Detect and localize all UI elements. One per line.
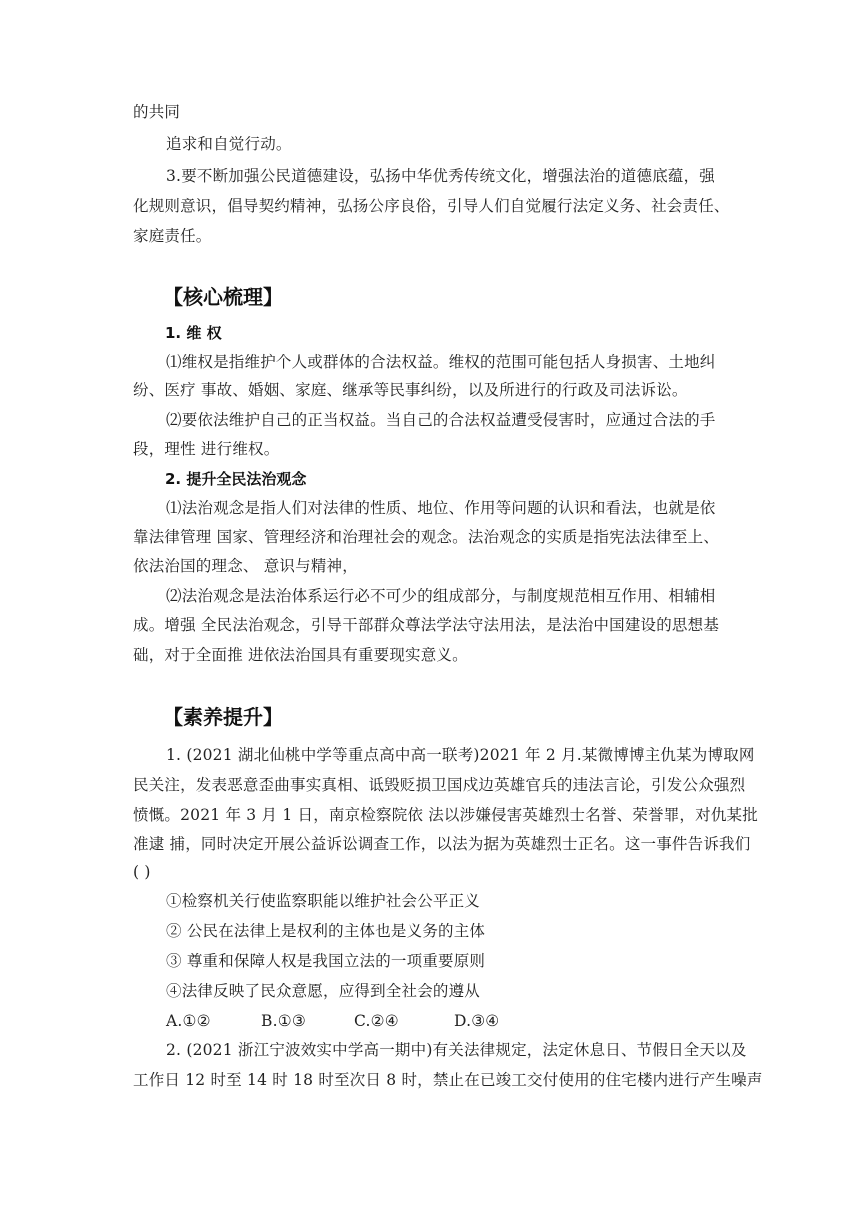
core-s1-p2-a: ⑵要依法维护自己的正当权益。当自己的合法权益遭受侵害时，应通过合法的手 xyxy=(166,411,716,429)
q2-line-b: 工作日 12 时至 14 时 18 时至次日 8 时，禁止在已竣工交付使用的住宅楼内进行产生噪声 xyxy=(133,1071,763,1089)
q1-statement-2: ② 公民在法律上是权利的主体也是义务的主体 xyxy=(166,922,486,940)
core-s2-p2-a: ⑵法治观念是法治体系运行必不可少的组成部分，与制度规范相互作用、相辅相 xyxy=(166,587,716,605)
core-subtitle-2: 2. 提升全民法治观念 xyxy=(165,470,307,488)
q2-line-a: 2. (2021 浙江宁波效实中学高一期中)有关法律规定，法定休息日、节假日全天以及 xyxy=(166,1041,747,1059)
q1-option-b: B.①③ xyxy=(261,1012,306,1030)
q1-statement-3: ③ 尊重和保障人权是我国立法的一项重要原则 xyxy=(166,952,486,970)
q1-line-d: 准逮 捕，同时决定开展公益诉讼调查工作，以法为据为英雄烈士正名。这一事件告诉我们 xyxy=(133,835,751,853)
core-s1-p2-b: 段，理性 进行维权。 xyxy=(133,440,280,458)
core-subtitle-1: 1. 维 权 xyxy=(165,324,222,342)
intro-line-5: 家庭责任。 xyxy=(133,227,212,245)
core-s2-p2-c: 础，对于全面推 进依法治国具有重要现实意义。 xyxy=(133,646,468,664)
q1-option-d: D.③④ xyxy=(454,1012,500,1030)
intro-line-4: 化规则意识，倡导契约精神，弘扬公序良俗，引导人们自觉履行法定义务、社会责任、 xyxy=(133,197,730,215)
intro-line-3: 3.要不断加强公民道德建设，弘扬中华优秀传统文化，增强法治的道德底蕴，强 xyxy=(166,167,715,185)
core-s2-p1-a: ⑴法治观念是指人们对法律的性质、地位、作用等问题的认识和看法，也就是依 xyxy=(166,499,716,517)
q1-answer-blank: ( ) xyxy=(133,863,151,881)
core-s2-p1-b: 靠法律管理 国家、管理经济和治理社会的观念。法治观念的实质是指宪法法律至上、 xyxy=(133,528,720,546)
q1-options xyxy=(166,1010,499,1032)
core-s1-p1-b: 纷、医疗 事故、婚姻、家庭、继承等民事纠纷，以及所进行的行政及司法诉讼。 xyxy=(133,381,688,399)
core-s2-p2-b: 成。增强 全民法治观念，引导干部群众尊法学法守法用法，是法治中国建设的思想基 xyxy=(133,616,720,634)
q1-line-a: 1. (2021 湖北仙桃中学等重点高中高一联考)2021 年 2 月.某微博博主仇某为博取网 xyxy=(166,746,755,764)
core-s1-p1-a: ⑴维权是指维护个人或群体的合法权益。维权的范围可能包括人身损害、土地纠 xyxy=(166,353,716,371)
section-heading-practice: 【素养提升】 xyxy=(163,705,283,729)
q1-option-c: C.②④ xyxy=(354,1012,399,1030)
section-heading-core: 【核心梳理】 xyxy=(163,285,283,309)
q1-statement-1: ①检察机关行使监察职能以维护社会公平正义 xyxy=(166,892,481,910)
intro-line-1: 的共同 xyxy=(133,103,181,121)
core-s2-p1-c: 依法治国的理念、 意识与精神， xyxy=(133,557,358,575)
q1-line-c: 愤慨。2021 年 3 月 1 日，南京检察院依 法以涉嫌侵害英雄烈士名誉、荣誉罪，对仇某批 xyxy=(133,806,758,824)
q1-line-b: 民关注，发表恶意歪曲事实真相、诋毁贬损卫国戍边英雄官兵的违法言论，引发公众强烈 xyxy=(133,776,746,794)
q1-option-a: A.①② xyxy=(166,1012,211,1030)
intro-line-2: 追求和自觉行动。 xyxy=(166,135,292,153)
q1-statement-4: ④法律反映了民众意愿，应得到全社会的遵从 xyxy=(166,982,481,1000)
